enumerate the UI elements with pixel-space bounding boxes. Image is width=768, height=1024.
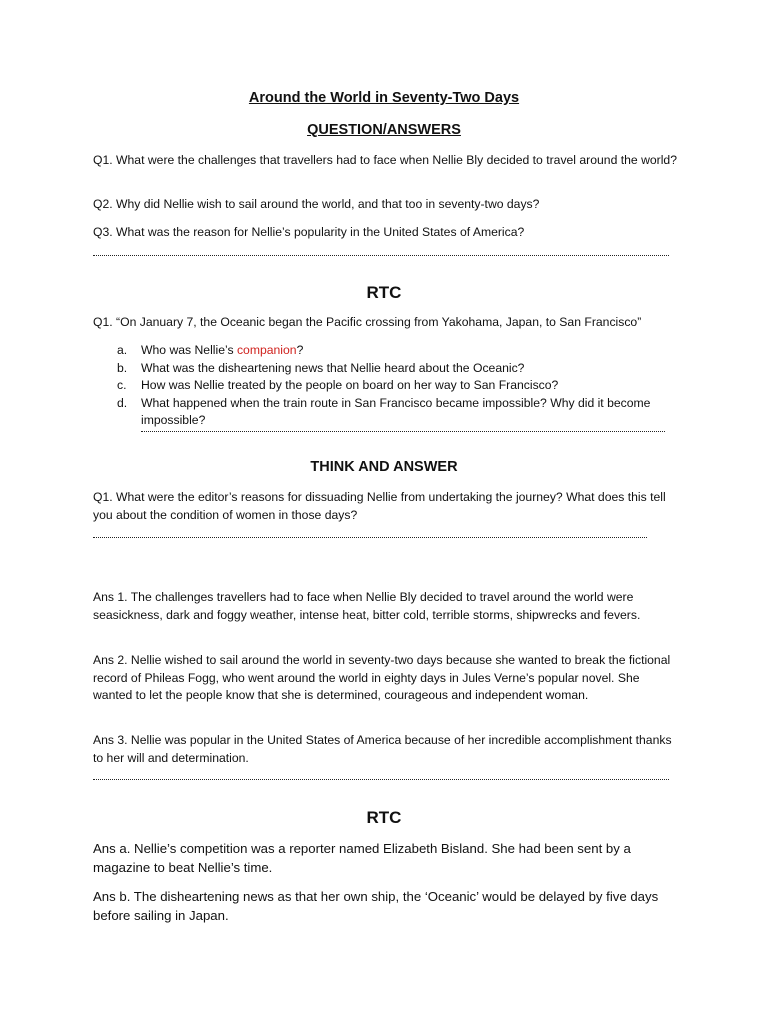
question-answers-heading: QUESTION/ANSWERS <box>307 122 461 138</box>
question-1: Q1. What were the challenges that travellers had to face when Nellie Bly decided to travel around the world? <box>93 153 677 167</box>
list-item-text-end: ? <box>296 343 304 357</box>
highlighted-word: companion <box>236 343 297 357</box>
answer-1: Ans 1. The challenges travellers had to face when Nellie Bly decided to travel around the world were seasickness, dark and foggy weather, intense heat, bitter cold, terrible storms, shipwrecks and fevers. <box>93 590 641 622</box>
answer-2: Ans 2. Nellie wished to sail around the world in seventy-two days because she wanted to break the fictional record of Phileas Fogg, who went around the world in eighty days in Jules Verne’s popular novel. She wanted to let the people know that she is determined, courageous and independent woman. <box>93 653 671 702</box>
rtc-answer-b: Ans b. The disheartening news as that her own ship, the ‘Oceanic’ would be delayed by five days before sailing in Japan. <box>93 889 659 923</box>
dotted-separator <box>93 778 669 780</box>
question-2: Q2. Why did Nellie wish to sail around the world, and that too in seventy-two days? <box>93 197 540 211</box>
list-marker: d. <box>117 395 128 410</box>
rtc-quote: Q1. “On January 7, the Oceanic began the Pacific crossing from Yakohama, Japan, to San Francisco” <box>93 315 642 329</box>
think-question-1: Q1. What were the editor’s reasons for dissuading Nellie from undertaking the journey? What does this tell you about the condition of women in those days? <box>93 490 666 522</box>
list-item-text: What happened when the train route in San Francisco became impossible? Why did it become impossible? <box>141 395 651 427</box>
dotted-separator <box>141 430 665 432</box>
list-marker: c. <box>117 378 127 392</box>
dotted-separator <box>93 536 647 538</box>
list-item <box>117 377 657 395</box>
answer-3: Ans 3. Nellie was popular in the United States of America because of her incredible accomplishment thanks to her will and determination. <box>93 733 672 765</box>
list-item-text: Who was Nellie’s <box>141 343 237 357</box>
rtc-question-list <box>117 342 657 430</box>
list-item-text: What was the disheartening news that Nellie heard about the Oceanic? <box>141 360 525 375</box>
document-title: Around the World in Seventy-Two Days <box>248 90 520 106</box>
list-marker: a. <box>117 343 128 357</box>
rtc-heading: RTC <box>366 283 402 302</box>
dotted-separator <box>93 254 669 256</box>
think-and-answer-heading: THINK AND ANSWER <box>310 459 458 475</box>
list-marker: b. <box>117 360 128 375</box>
rtc-answer-a: Ans a. Nellie’s competition was a reporter named Elizabeth Bisland. She had been sent by a magazine to beat Nellie’s time. <box>93 841 631 875</box>
question-3: Q3. What was the reason for Nellie’s popularity in the United States of America? <box>93 225 525 239</box>
list-item-text: How was Nellie treated by the people on board on her way to San Francisco? <box>141 378 559 392</box>
list-item <box>117 342 657 360</box>
rtc-answers-heading: RTC <box>366 808 402 827</box>
list-item <box>117 360 657 378</box>
list-item <box>117 395 657 430</box>
